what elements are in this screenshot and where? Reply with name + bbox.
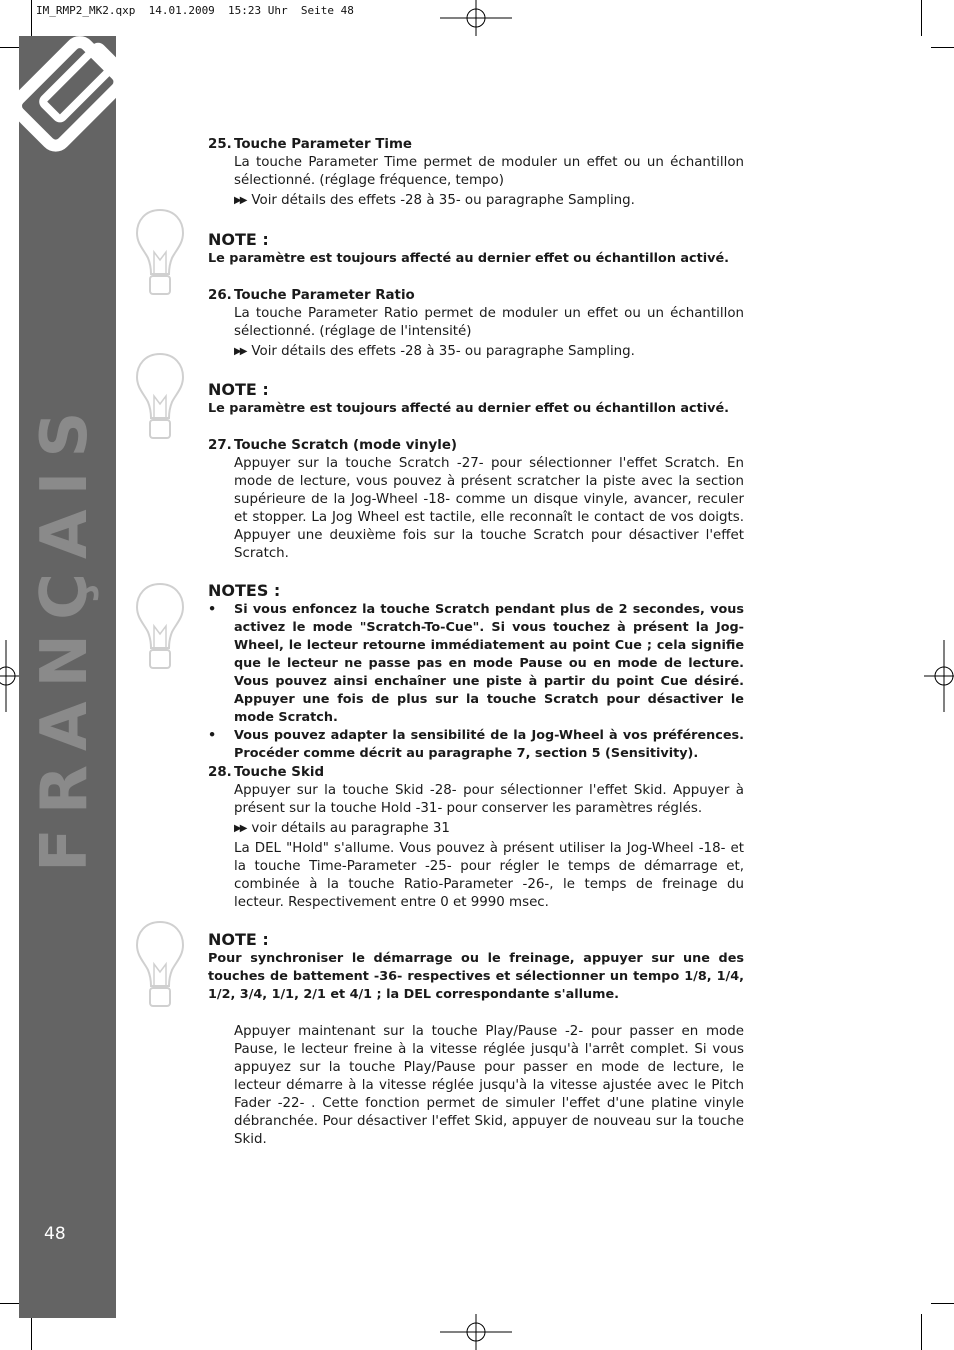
- section-number: 26.: [208, 288, 232, 303]
- note-2: [208, 380, 744, 418]
- section-text: La touche Parameter Ratio permet de moduler un effet ou un échantillon sélectionné. (réglage de l'intensité): [234, 306, 744, 339]
- double-arrow-icon: ▶▶: [234, 346, 246, 357]
- section-title: [208, 287, 744, 305]
- note-bullet-item: [208, 727, 744, 763]
- cross-reference-text: Voir détails des effets -28 à 35- ou paragraphe Sampling.: [251, 344, 635, 359]
- section-26: [208, 287, 744, 361]
- crop-mark: [0, 47, 19, 48]
- lightbulb-icon: [134, 918, 186, 1010]
- crop-mark: [921, 1314, 922, 1350]
- registration-mark-right: [924, 640, 954, 712]
- cross-reference-text: Voir détails des effets -28 à 35- ou paragraphe Sampling.: [251, 193, 635, 208]
- lightbulb-icon: [134, 350, 186, 442]
- section-title-text: Touche Skid: [234, 765, 325, 780]
- section-title-text: Touche Scratch (mode vinyle): [234, 438, 458, 453]
- cross-reference: [234, 192, 744, 210]
- note-bullet-text: Vous pouvez adapter la sensibilité de la Jog-Wheel à vos préférences. Procéder comme décrit au paragraphe 7, section 5 (Sensitivity).: [234, 728, 744, 761]
- bullet-icon: •: [208, 602, 217, 617]
- note-text: Pour synchroniser le démarrage ou le freinage, appuyer sur une des touches de battement -36- respectives et sélectionner un tempo 1/8, 1/4, 1/2, 3/4, 1/1, 2/1 et 4/1 ; la DEL correspondante s'allume.: [208, 951, 744, 1002]
- notes-3: [208, 581, 744, 763]
- crop-mark: [31, 1314, 32, 1350]
- section-title: [208, 764, 744, 782]
- print-slug: IM_RMP2_MK2.qxp 14.01.2009 15:23 Uhr Seite 48: [36, 4, 354, 17]
- section-title: [208, 437, 744, 455]
- section-number: 28.: [208, 765, 232, 780]
- final-paragraph: [208, 1023, 744, 1149]
- section-number: 25.: [208, 137, 232, 152]
- lightbulb-icon: [134, 580, 186, 672]
- section-text: La touche Parameter Time permet de moduler un effet ou un échantillon sélectionné. (réglage fréquence, tempo): [234, 155, 744, 188]
- cross-reference: [234, 820, 744, 838]
- note-heading: NOTE :: [208, 930, 269, 949]
- note-4: [208, 930, 744, 1004]
- section-25: [208, 136, 744, 210]
- section-number: 27.: [208, 438, 232, 453]
- note-heading: NOTE :: [208, 380, 269, 399]
- crop-mark: [31, 0, 32, 36]
- brand-logo-icon: [19, 36, 116, 166]
- note-heading: NOTES :: [208, 581, 281, 600]
- note-bullet-text: Si vous enfoncez la touche Scratch pendant plus de 2 secondes, vous activez le mode "Scratch-To-Cue". Si vous touchez à présent la Jog-Wheel, le lecteur retourne immédiatement au point Cue ; cela signifie que le lecteur ne passe pas en mode Pause ou en mode de lecture. Vous pouvez ainsi enchaîner une piste à partir du point Cue désiré. Appuyer une fois de plus sur la touche Scratch pour désactiver le mode Scratch.: [234, 602, 744, 725]
- language-label: FRANÇAIS: [28, 397, 102, 872]
- section-text: Appuyer sur la touche Scratch -27- pour sélectionner l'effet Scratch. En mode de lecture, vous pouvez à présent scratcher la piste avec la section supérieure de la Jog-Wheel -18- comme un disque vinyle, avancer, reculer et stopper. La Jog Wheel est tactile, elle reconnaît le contact de vos doigts. Appuyer une deuxième fois sur la touche Scratch pour désactiver l'effet Scratch.: [234, 456, 744, 561]
- section-28: [208, 764, 744, 912]
- section-title-text: Touche Parameter Time: [234, 137, 412, 152]
- cross-reference: [234, 343, 744, 361]
- note-text: Le paramètre est toujours affecté au dernier effet ou échantillon activé.: [208, 401, 729, 416]
- bullet-icon: •: [208, 728, 217, 743]
- crop-mark: [931, 47, 954, 48]
- crop-mark: [0, 1303, 19, 1304]
- note-bullet-item: [208, 601, 744, 727]
- note-bullet-list: [208, 601, 744, 763]
- crop-mark: [931, 1303, 954, 1304]
- language-sidebar: [19, 36, 116, 1318]
- section-title-text: Touche Parameter Ratio: [234, 288, 415, 303]
- section-title: [208, 136, 744, 154]
- note-text: Le paramètre est toujours affecté au dernier effet ou échantillon activé.: [208, 251, 729, 266]
- double-arrow-icon: ▶▶: [234, 823, 246, 834]
- lightbulb-icon: [134, 206, 186, 298]
- note-heading: NOTE :: [208, 230, 269, 249]
- page-number: 48: [44, 1224, 66, 1244]
- section-text: Appuyer maintenant sur la touche Play/Pause -2- pour passer en mode Pause, le lecteur freine à la vitesse réglée jusqu'à l'arrêt complet. Si vous appuyez sur la touche Play/Pause pour passer en mode de lecture, le lecteur démarre à la vitesse réglée jusqu'à la vitesse ajustée avec le Pitch Fader -22- . Cette fonction permet de simuler l'effet d'une platine vinyle débranchée. Pour désactiver l'effet Skid, appuyer de nouveau sur la touche Skid.: [234, 1024, 744, 1147]
- registration-mark-bottom: [440, 1314, 512, 1350]
- section-text-2: La DEL "Hold" s'allume. Vous pouvez à présent utiliser la Jog-Wheel -18- et la touche Time-Parameter -25- pour régler le temps de démarrage et, combinée à la touche Ratio-Parameter -26-, le temps de freinage du lecteur. Respectivement entre 0 et 9990 msec.: [234, 841, 744, 910]
- cross-reference-text: voir détails au paragraphe 31: [251, 821, 450, 836]
- section-text: Appuyer sur la touche Skid -28- pour sélectionner l'effet Skid. Appuyer à présent sur la touche Hold -31- pour conserver les paramètres réglés.: [234, 783, 744, 816]
- note-1: [208, 230, 744, 268]
- crop-mark: [921, 0, 922, 36]
- section-27: [208, 437, 744, 563]
- registration-mark-top: [440, 0, 512, 36]
- double-arrow-icon: ▶▶: [234, 195, 246, 206]
